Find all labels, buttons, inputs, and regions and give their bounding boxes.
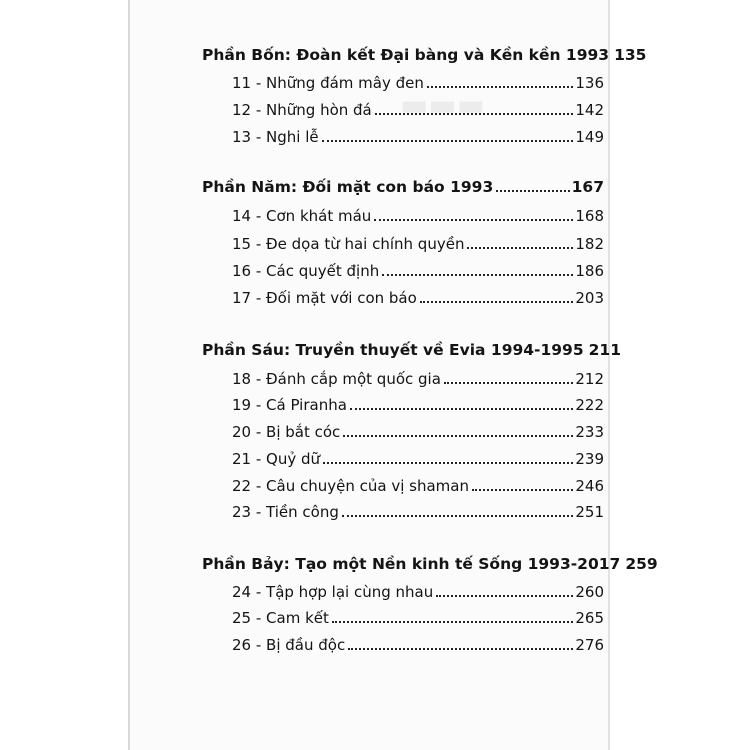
leader-dots [350, 407, 573, 410]
leader-dots [332, 620, 573, 623]
chapter-title: 14 - Cơn khát máu [232, 207, 372, 225]
toc-chapter-13 [232, 128, 604, 146]
toc-chapter-26 [232, 636, 604, 654]
page-number: 260 [575, 583, 604, 601]
leader-dots [342, 514, 573, 517]
toc-chapter-21 [232, 450, 604, 468]
toc-part-7 [202, 555, 658, 573]
leader-dots [436, 594, 573, 597]
bleed-through-heading: ▬▬▬ [400, 88, 486, 123]
leader-dots [375, 112, 574, 115]
page-number: 251 [575, 503, 604, 521]
toc-chapter-18 [232, 370, 604, 388]
chapter-title: 24 - Tập hợp lại cùng nhau [232, 583, 434, 601]
leader-dots [343, 434, 573, 437]
page-number: 168 [575, 207, 604, 225]
toc-chapter-20 [232, 423, 604, 441]
page-number: 211 [588, 341, 621, 359]
part-title: Phần Bảy: Tạo một Nền kinh tế Sống 1993-2017 [202, 555, 621, 573]
page-number: 259 [625, 555, 658, 573]
toc-chapter-12 [232, 101, 604, 119]
page-number: 186 [575, 262, 604, 280]
toc-part-6 [202, 341, 621, 359]
page-number: 265 [575, 609, 604, 627]
leader-dots [467, 246, 573, 249]
leader-dots [323, 461, 573, 464]
toc-chapter-16 [232, 262, 604, 280]
page-number: 246 [575, 477, 604, 495]
leader-dots [322, 139, 574, 142]
page-number: 136 [575, 74, 604, 92]
part-title: Phần Sáu: Truyền thuyết về Evia 1994-1995 [202, 341, 584, 359]
toc-chapter-14 [232, 207, 604, 225]
chapter-title: 18 - Đánh cắp một quốc gia [232, 370, 441, 388]
page-number: 212 [575, 370, 604, 388]
chapter-title: 17 - Đối mặt với con báo [232, 289, 417, 307]
toc-chapter-23 [232, 503, 604, 521]
page-number: 222 [575, 396, 604, 414]
chapter-title: 20 - Bị bắt cóc [232, 423, 341, 441]
part-title: Phần Bốn: Đoàn kết Đại bàng và Kền kền 1993 [202, 46, 610, 64]
leader-dots [420, 300, 574, 303]
chapter-title: 26 - Bị đầu độc [232, 636, 346, 654]
toc-chapter-17 [232, 289, 604, 307]
page-number: 142 [575, 101, 604, 119]
toc-chapter-25 [232, 609, 604, 627]
page-number: 233 [575, 423, 604, 441]
table-of-contents [130, 0, 658, 750]
page-number: 276 [575, 636, 604, 654]
toc-part-4 [202, 46, 647, 64]
part-title: Phần Năm: Đối mặt con báo 1993 [202, 178, 494, 196]
chapter-title: 25 - Cam kết [232, 609, 329, 627]
leader-dots [374, 218, 573, 221]
leader-dots [382, 273, 573, 276]
chapter-title: 22 - Câu chuyện của vị shaman [232, 477, 469, 495]
chapter-title: 16 - Các quyết định [232, 262, 380, 280]
chapter-title: 11 - Những đám mây đen [232, 74, 424, 92]
leader-dots [496, 189, 569, 192]
leader-dots [444, 381, 573, 384]
toc-chapter-11 [232, 74, 604, 92]
page-number: 182 [575, 235, 604, 253]
page-number: 149 [575, 128, 604, 146]
toc-chapter-19 [232, 396, 604, 414]
leader-dots [427, 85, 573, 88]
page-number: 239 [575, 450, 604, 468]
leader-dots [472, 488, 573, 491]
toc-chapter-15 [232, 235, 604, 253]
toc-chapter-22 [232, 477, 604, 495]
toc-chapter-24 [232, 583, 604, 601]
chapter-title: 12 - Những hòn đá [232, 101, 372, 119]
page-number: 167 [571, 178, 604, 196]
toc-part-5 [202, 178, 604, 196]
chapter-title: 19 - Cá Piranha [232, 396, 347, 414]
chapter-title: 23 - Tiền công [232, 503, 339, 521]
leader-dots [348, 647, 573, 650]
book-page [128, 0, 658, 750]
chapter-title: 21 - Quỷ dữ [232, 450, 321, 468]
chapter-title: 15 - Đe dọa từ hai chính quyền [232, 235, 465, 253]
chapter-title: 13 - Nghi lễ [232, 128, 319, 146]
page-number: 135 [614, 46, 647, 64]
page-number: 203 [575, 289, 604, 307]
